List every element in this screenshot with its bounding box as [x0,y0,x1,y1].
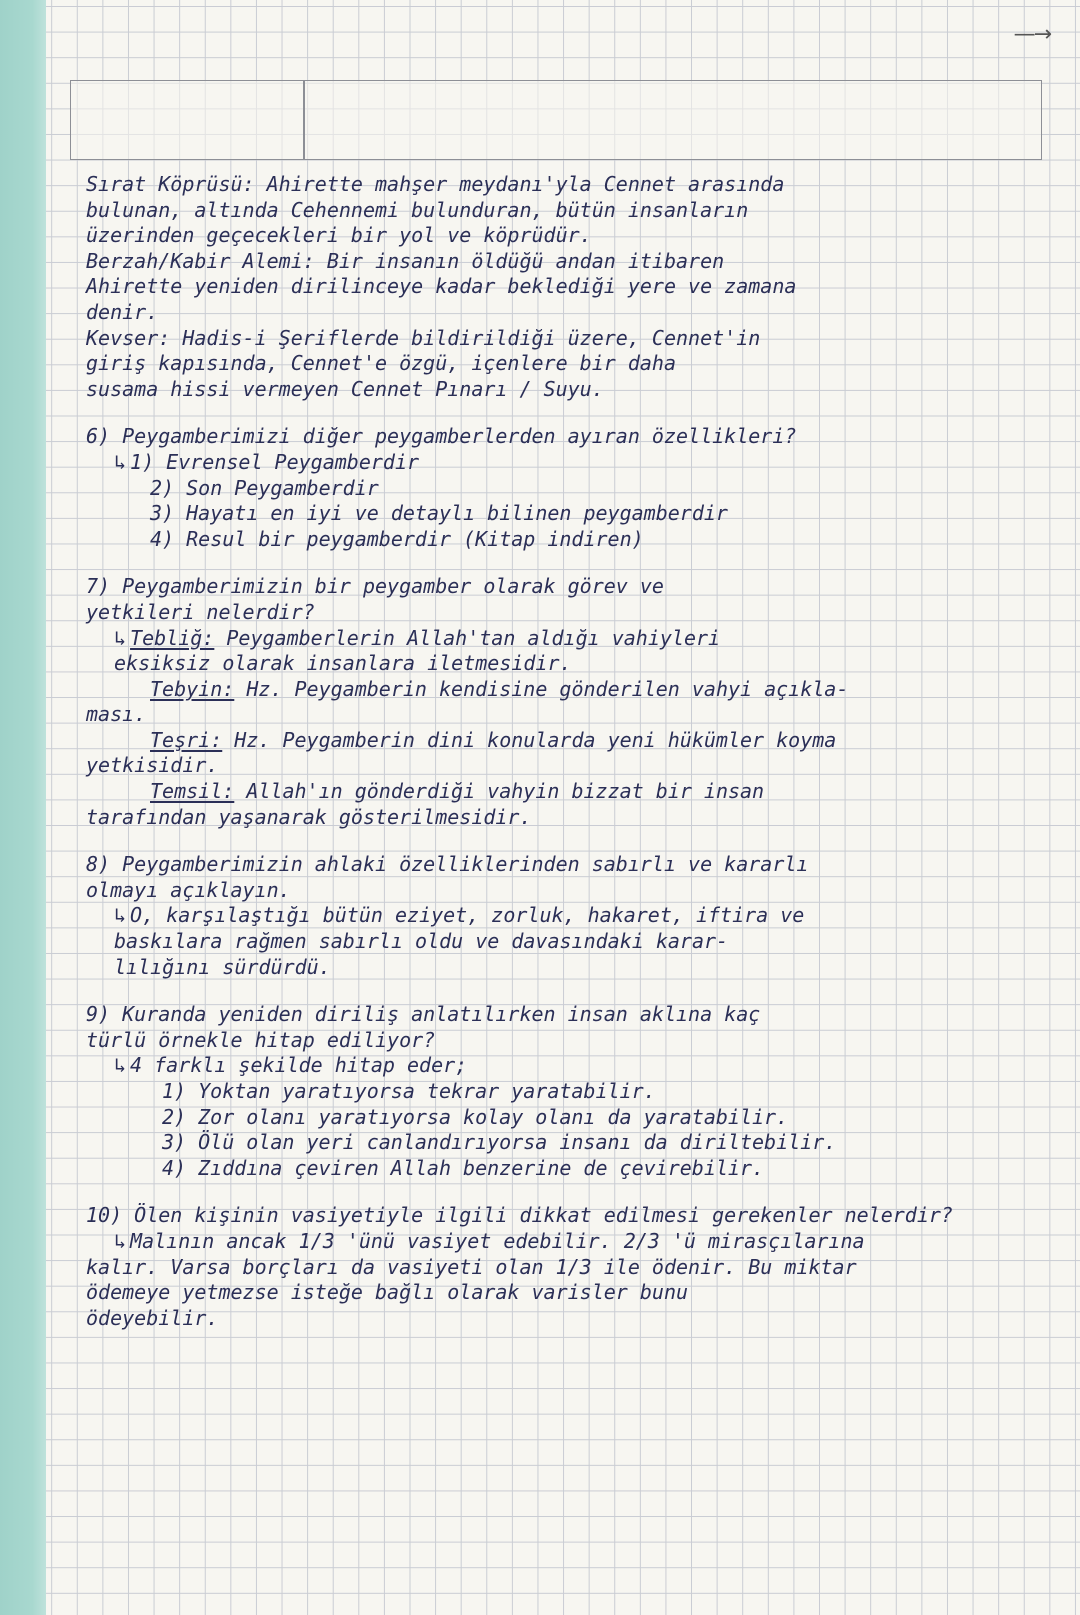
answer-line: Teşri: Hz. Peygamberin dini konularda yeni hükümler koyma [150,727,837,752]
notes-content [86,172,1044,1331]
question-text: yetkileri nelerdir? [86,599,315,624]
question-text: 6) Peygamberimizi diğer peygamberlerden ayıran özellikleri? [86,424,797,449]
question-text: 10) Ölen kişinin vasiyetiyle ilgili dikkat edilmesi gerekenler nelerdir? [86,1203,953,1228]
answer-line: ↳ O, karşılaştığı bütün eziyet, zorluk, hakaret, iftira ve [114,903,805,928]
notebook-binding-strip [0,0,46,1615]
answer-line: yetkisidir. [86,753,219,778]
answer-line: baskılara rağmen sabırlı oldu ve davasındaki karar- [114,929,729,954]
answer-line: Tebyin: Hz. Peygamberin kendisine gönderilen vahyi açıkla- [150,676,849,701]
answer-line: 2) Zor olanı yaratıyorsa kolay olanı da yaratabilir. [162,1104,789,1129]
text-line: Kevser: Hadis-i Şeriflerde bildirildiği üzere, Cennet'in [86,325,761,350]
arrow-icon: ↳ [114,625,127,650]
answer-line: eksiksiz olarak insanlara iletmesidir. [114,651,572,676]
arrow-icon: ↳ [114,903,127,928]
answer-line: ↳ 4 farklı şekilde hitap eder; [114,1053,468,1078]
question-10 [86,1203,1044,1331]
definition-berzah [86,249,1044,326]
text-line: Berzah/Kabir Alemi: Bir insanın öldüğü andan itibaren [86,248,725,273]
arrow-icon: ↳ [114,449,127,474]
answer-line: 2) Son Peygamberdir [150,475,379,500]
question-text: türlü örnekle hitap ediliyor? [86,1027,436,1052]
answer-line: ödeyebilir. [86,1305,219,1330]
text-line: denir. [86,299,159,324]
corner-mark: —→ [1013,22,1050,47]
text-line: susama hissi vermeyen Cennet Pınarı / Suyu. [86,376,604,401]
answer-line: 1) Yoktan yaratıyorsa tekrar yaratabilir. [162,1079,656,1103]
answer-line: ↳ Tebliğ: Peygamberlerin Allah'tan aldığı vahiyleri [114,625,721,650]
question-text: 8) Peygamberimizin ahlaki özelliklerinden sabırlı ve kararlı [86,852,809,877]
question-text: olmayı açıklayın. [86,877,291,902]
header-divider [303,81,305,159]
arrow-icon: ↳ [114,1228,127,1253]
text-line: giriş kapısında, Cennet'e özgü, içenlere bir daha [86,351,677,376]
answer-line: tarafından yaşanarak gösterilmesidir. [86,804,532,829]
definition-kevser [86,326,1044,403]
question-8 [86,852,1044,980]
answer-line: ödemeye yetmezse isteğe bağlı olarak varisler bunu [86,1280,689,1305]
arrow-icon: ↳ [114,1053,127,1078]
answer-line: ↳ Malının ancak 1/3 'ünü vasiyet edebilir. 2/3 'ü mirasçılarına [114,1228,865,1253]
text-line: bulunan, altında Cehennemi bulunduran, bütün insanların [86,197,749,222]
definition-sirat [86,172,1044,249]
answer-line: lılığını sürdürdü. [114,954,331,979]
text-line: Ahirette yeniden dirilinceye kadar beklediği yere ve zamana [86,274,797,299]
answer-line: 4) Zıddına çeviren Allah benzerine de çevirebilir. [162,1155,765,1180]
question-6 [86,424,1044,552]
text-line: Sırat Köprüsü: Ahirette mahşer meydanı'yla Cennet arasında [86,172,785,196]
header-box [70,80,1042,160]
answer-line: 4) Resul bir peygamberdir (Kitap indiren) [150,526,644,551]
answer-line: ↳ 1) Evrensel Peygamberdir [114,449,420,474]
answer-line: kalır. Varsa borçları da vasiyeti olan 1/3 ile ödenir. Bu miktar [86,1254,857,1279]
text-line: üzerinden geçecekleri bir yol ve köprüdür. [86,223,592,248]
answer-line: ması. [86,702,147,727]
question-9 [86,1002,1044,1181]
answer-line: 3) Ölü olan yeri canlandırıyorsa insanı da diriltebilir. [162,1130,837,1155]
question-text: 7) Peygamberimizin bir peygamber olarak görev ve [86,574,664,599]
question-text: 9) Kuranda yeniden diriliş anlatılırken insan aklına kaç [86,1002,761,1027]
answer-line: 3) Hayatı en iyi ve detaylı bilinen peygamberdir [150,501,728,526]
answer-line: Temsil: Allah'ın gönderdiği vahyin bizzat bir insan [150,779,765,804]
question-7 [86,574,1044,830]
